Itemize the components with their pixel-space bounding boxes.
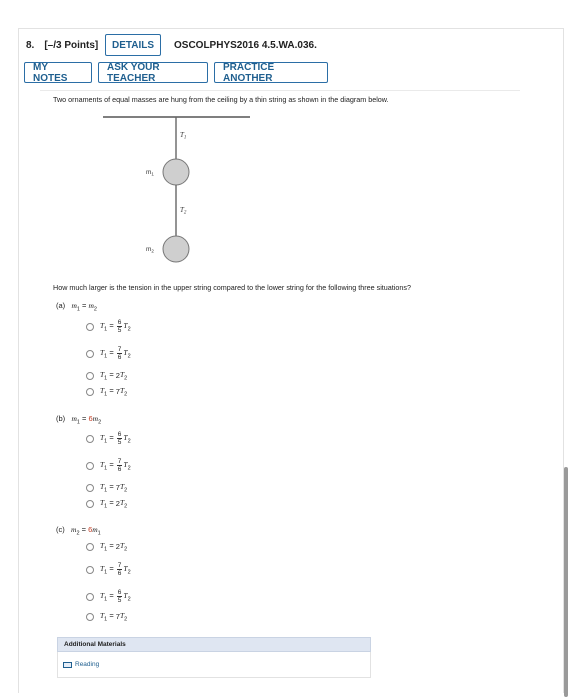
radio-button[interactable] [86,500,94,508]
divider [40,90,520,91]
option-b-1[interactable] [86,431,131,446]
fraction: $\frac{6}{5}$ [117,431,122,446]
fraction: $\frac{7}{6}$ [117,346,122,361]
option-expression: $T_1$ = $\frac{7}{6}$ $T_2$ [100,562,131,577]
question-header [26,34,98,56]
action-buttons [24,62,328,83]
option-expression: $T_1$ = 2 $T_2$ [100,541,128,553]
option-a-4[interactable] [86,386,127,398]
option-c-2[interactable] [86,562,131,577]
reading-label: Reading [75,661,100,668]
option-expression: $T_1$ = 2 $T_2$ [100,498,128,510]
reading-link[interactable] [63,661,99,668]
radio-button[interactable] [86,566,94,574]
option-a-1[interactable] [86,319,131,334]
option-expression: $T_1$ = $\frac{7}{6}$ $T_2$ [100,458,131,473]
radio-button[interactable] [86,372,94,380]
question-number: 8. [26,39,35,51]
ask-teacher-button[interactable]: ASK YOUR TEACHER [98,62,208,83]
radio-button[interactable] [86,435,94,443]
ornament-m2 [163,236,189,262]
fraction: $\frac{6}{5}$ [117,589,122,604]
option-b-3[interactable] [86,482,127,494]
option-b-4[interactable] [86,498,127,510]
option-expression: $T_1$ = $\frac{7}{6}$ $T_2$ [100,346,131,361]
practice-another-button[interactable]: PRACTICE ANOTHER [214,62,328,83]
radio-button[interactable] [86,484,94,492]
details-button[interactable]: DETAILS [105,34,161,56]
part-c-label: (c) $m_2 = 6m_1$ [56,525,101,537]
my-notes-button[interactable]: MY NOTES [24,62,92,83]
option-expression: $T_1$ = $\frac{6}{5}$ $T_2$ [100,319,131,334]
problem-code: OSCOLPHYS2016 4.5.WA.036. [174,40,317,51]
option-a-2[interactable] [86,346,131,361]
option-c-1[interactable] [86,541,127,553]
t2-label: $T_2$ [180,206,187,216]
option-expression: $T_1$ = 7 $T_2$ [100,386,128,398]
radio-button[interactable] [86,388,94,396]
radio-button[interactable] [86,350,94,358]
radio-button[interactable] [86,323,94,331]
m1-label: $m_1$ [146,169,154,177]
fraction: $\frac{7}{6}$ [117,562,122,577]
fraction: $\frac{6}{5}$ [117,319,122,334]
radio-button[interactable] [86,462,94,470]
points-label: [–/3 Points] [44,39,99,51]
scrollbar[interactable] [564,467,568,697]
part-a-label: (a) $m_1 = m_2$ [56,301,97,313]
radio-button[interactable] [86,613,94,621]
book-icon [63,662,72,668]
option-c-3[interactable] [86,589,131,604]
option-expression: $T_1$ = 7 $T_2$ [100,611,128,623]
fraction: $\frac{7}{6}$ [117,458,122,473]
additional-materials-body [57,652,371,678]
t1-label: $T_1$ [180,131,187,141]
m2-label: $m_2$ [146,246,154,254]
question-subprompt: How much larger is the tension in the upper string compared to the lower string for the following three situations? [53,283,411,292]
option-expression: $T_1$ = $\frac{6}{5}$ $T_2$ [100,431,131,446]
ornament-diagram [100,108,260,268]
ornament-m1 [163,159,189,185]
part-b-label: (b) $m_1 = 6m_2$ [56,414,102,426]
option-b-2[interactable] [86,458,131,473]
radio-button[interactable] [86,543,94,551]
option-expression: $T_1$ = 7 $T_2$ [100,482,128,494]
option-expression: $T_1$ = 2 $T_2$ [100,370,128,382]
question-prompt: Two ornaments of equal masses are hung from the ceiling by a thin string as shown in the diagram below. [53,95,389,104]
option-a-3[interactable] [86,370,127,382]
radio-button[interactable] [86,593,94,601]
option-c-4[interactable] [86,611,127,623]
option-expression: $T_1$ = $\frac{6}{5}$ $T_2$ [100,589,131,604]
additional-materials-header: Additional Materials [57,637,371,652]
